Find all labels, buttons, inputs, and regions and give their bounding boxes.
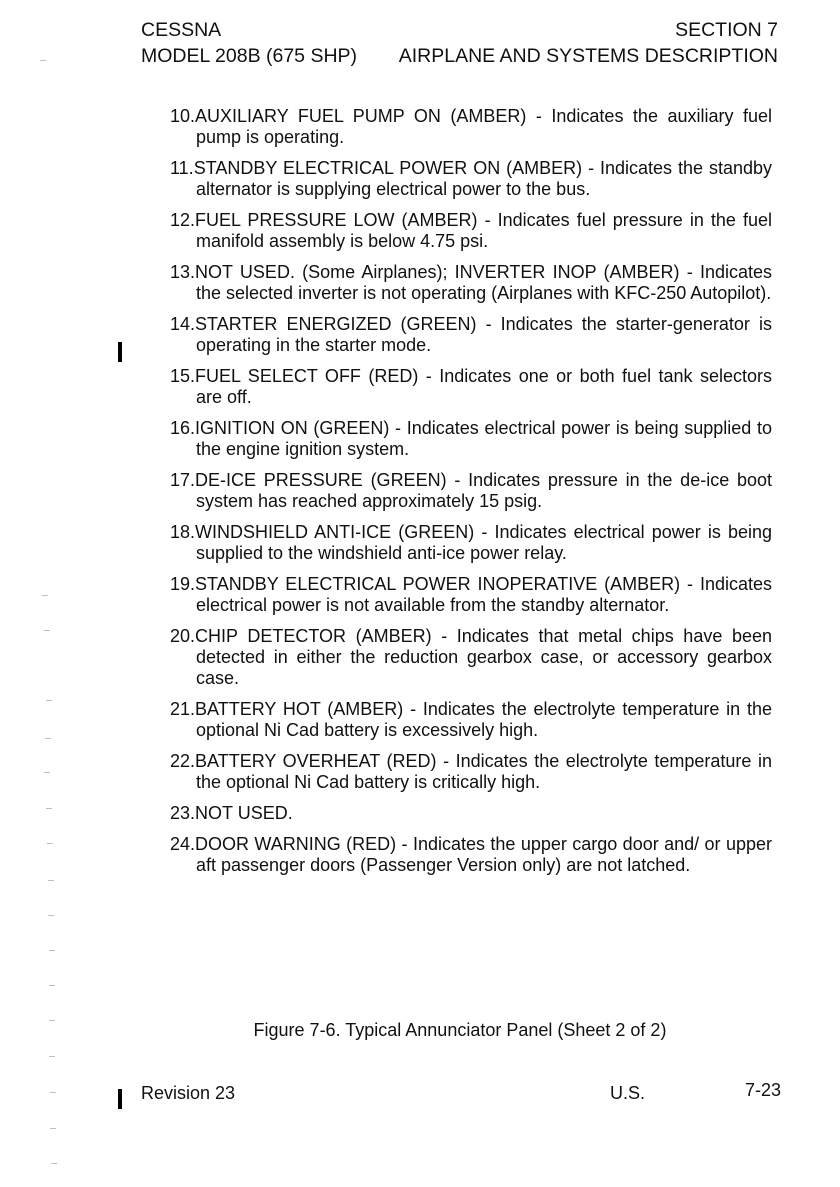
item-description: BATTERY HOT (AMBER) - Indicates the electrolyte temperature in the optional Ni Cad battery is excessively high. xyxy=(195,699,772,740)
list-item xyxy=(170,366,772,408)
item-number: 16. xyxy=(170,418,196,438)
scan-speck xyxy=(49,950,55,951)
section-number: SECTION 7 xyxy=(675,19,778,41)
scan-speck xyxy=(48,880,54,881)
section-title: AIRPLANE AND SYSTEMS DESCRIPTION xyxy=(398,45,778,67)
list-item xyxy=(170,751,772,793)
list-item xyxy=(170,834,772,876)
scan-speck xyxy=(51,1163,57,1164)
item-description: DE-ICE PRESSURE (GREEN) - Indicates pressure in the de-ice boot system has reached approximately 15 psig. xyxy=(195,470,772,511)
item-description: NOT USED. (Some Airplanes); INVERTER INOP (AMBER) - Indicates the selected inverter is not operating (Airplanes with KFC-250 Autopilot). xyxy=(195,262,772,303)
annunciator-item-list xyxy=(170,106,772,886)
item-number: 23. xyxy=(170,803,196,823)
item-description: CHIP DETECTOR (AMBER) - Indicates that metal chips have been detected in either the reduction gearbox case, or accessory gearbox case. xyxy=(195,626,772,688)
scan-speck xyxy=(44,630,50,631)
scan-speck xyxy=(45,738,51,739)
item-description: NOT USED. xyxy=(195,803,293,823)
item-description: FUEL PRESSURE LOW (AMBER) - Indicates fuel pressure in the fuel manifold assembly is below 4.75 psi. xyxy=(195,210,772,251)
region-label: U.S. xyxy=(610,1083,646,1103)
item-description: IGNITION ON (GREEN) - Indicates electrical power is being supplied to the engine ignition system. xyxy=(195,418,772,459)
item-description: FUEL SELECT OFF (RED) - Indicates one or both fuel tank selectors are off. xyxy=(195,366,772,407)
item-number: 10. xyxy=(170,106,196,126)
item-description: WINDSHIELD ANTI-ICE (GREEN) - Indicates electrical power is being supplied to the windshield anti-ice power relay. xyxy=(195,522,772,563)
item-description: AUXILIARY FUEL PUMP ON (AMBER) - Indicates the auxiliary fuel pump is operating. xyxy=(195,106,772,147)
scan-speck xyxy=(46,700,52,701)
scan-speck xyxy=(44,772,50,773)
item-number: 15. xyxy=(170,366,196,386)
list-item xyxy=(170,470,772,512)
list-item xyxy=(170,418,772,460)
scan-speck xyxy=(50,1128,56,1129)
item-number: 20. xyxy=(170,626,196,646)
model-name: MODEL 208B (675 SHP) xyxy=(141,45,358,67)
revision-label: Revision 23 xyxy=(141,1083,236,1103)
revision-change-bar xyxy=(118,1089,122,1109)
scan-speck xyxy=(42,595,48,596)
list-item xyxy=(170,803,772,824)
scan-speck xyxy=(40,60,46,61)
list-item xyxy=(170,158,772,200)
item-number: 24. xyxy=(170,834,196,854)
item-number: 21. xyxy=(170,699,196,719)
scan-speck xyxy=(49,985,55,986)
figure-caption: Figure 7-6. Typical Annunciator Panel (Sheet 2 of 2) xyxy=(253,1020,667,1040)
running-header-right xyxy=(399,17,778,69)
list-item xyxy=(170,106,772,148)
page-number: 7-23 xyxy=(745,1080,782,1100)
list-item xyxy=(170,262,772,304)
scan-speck xyxy=(49,1056,55,1057)
item-number: 17. xyxy=(170,470,196,490)
list-item xyxy=(170,314,772,356)
item-number: 22. xyxy=(170,751,196,771)
item-number: 19. xyxy=(170,574,196,594)
item-number: 18. xyxy=(170,522,196,542)
scan-speck xyxy=(47,843,53,844)
item-description: STANDBY ELECTRICAL POWER INOPERATIVE (AMBER) - Indicates electrical power is not available from the standby alternator. xyxy=(195,574,772,615)
scan-speck xyxy=(49,1020,55,1021)
item-description: STARTER ENERGIZED (GREEN) - Indicates the starter-generator is operating in the starter mode. xyxy=(195,314,772,355)
item-number: 13. xyxy=(170,262,196,282)
item-description: BATTERY OVERHEAT (RED) - Indicates the electrolyte temperature in the optional Ni Cad battery is critically high. xyxy=(195,751,772,792)
revision-change-bar xyxy=(118,342,122,362)
item-description: STANDBY ELECTRICAL POWER ON (AMBER) - Indicates the standby alternator is supplying electrical power to the bus. xyxy=(193,158,772,199)
list-item xyxy=(170,626,772,689)
list-item xyxy=(170,210,772,252)
list-item xyxy=(170,574,772,616)
item-description: DOOR WARNING (RED) - Indicates the upper cargo door and/ or upper aft passenger doors (Passenger Version only) are not latched. xyxy=(195,834,772,875)
list-item xyxy=(170,522,772,564)
item-number: 12. xyxy=(170,210,196,230)
item-number: 11. xyxy=(170,158,194,178)
item-number: 14. xyxy=(170,314,196,334)
manufacturer-name: CESSNA xyxy=(141,19,222,41)
scan-speck xyxy=(46,808,52,809)
scan-speck xyxy=(48,915,54,916)
running-header-left xyxy=(141,17,357,69)
list-item xyxy=(170,699,772,741)
scan-speck xyxy=(50,1092,56,1093)
